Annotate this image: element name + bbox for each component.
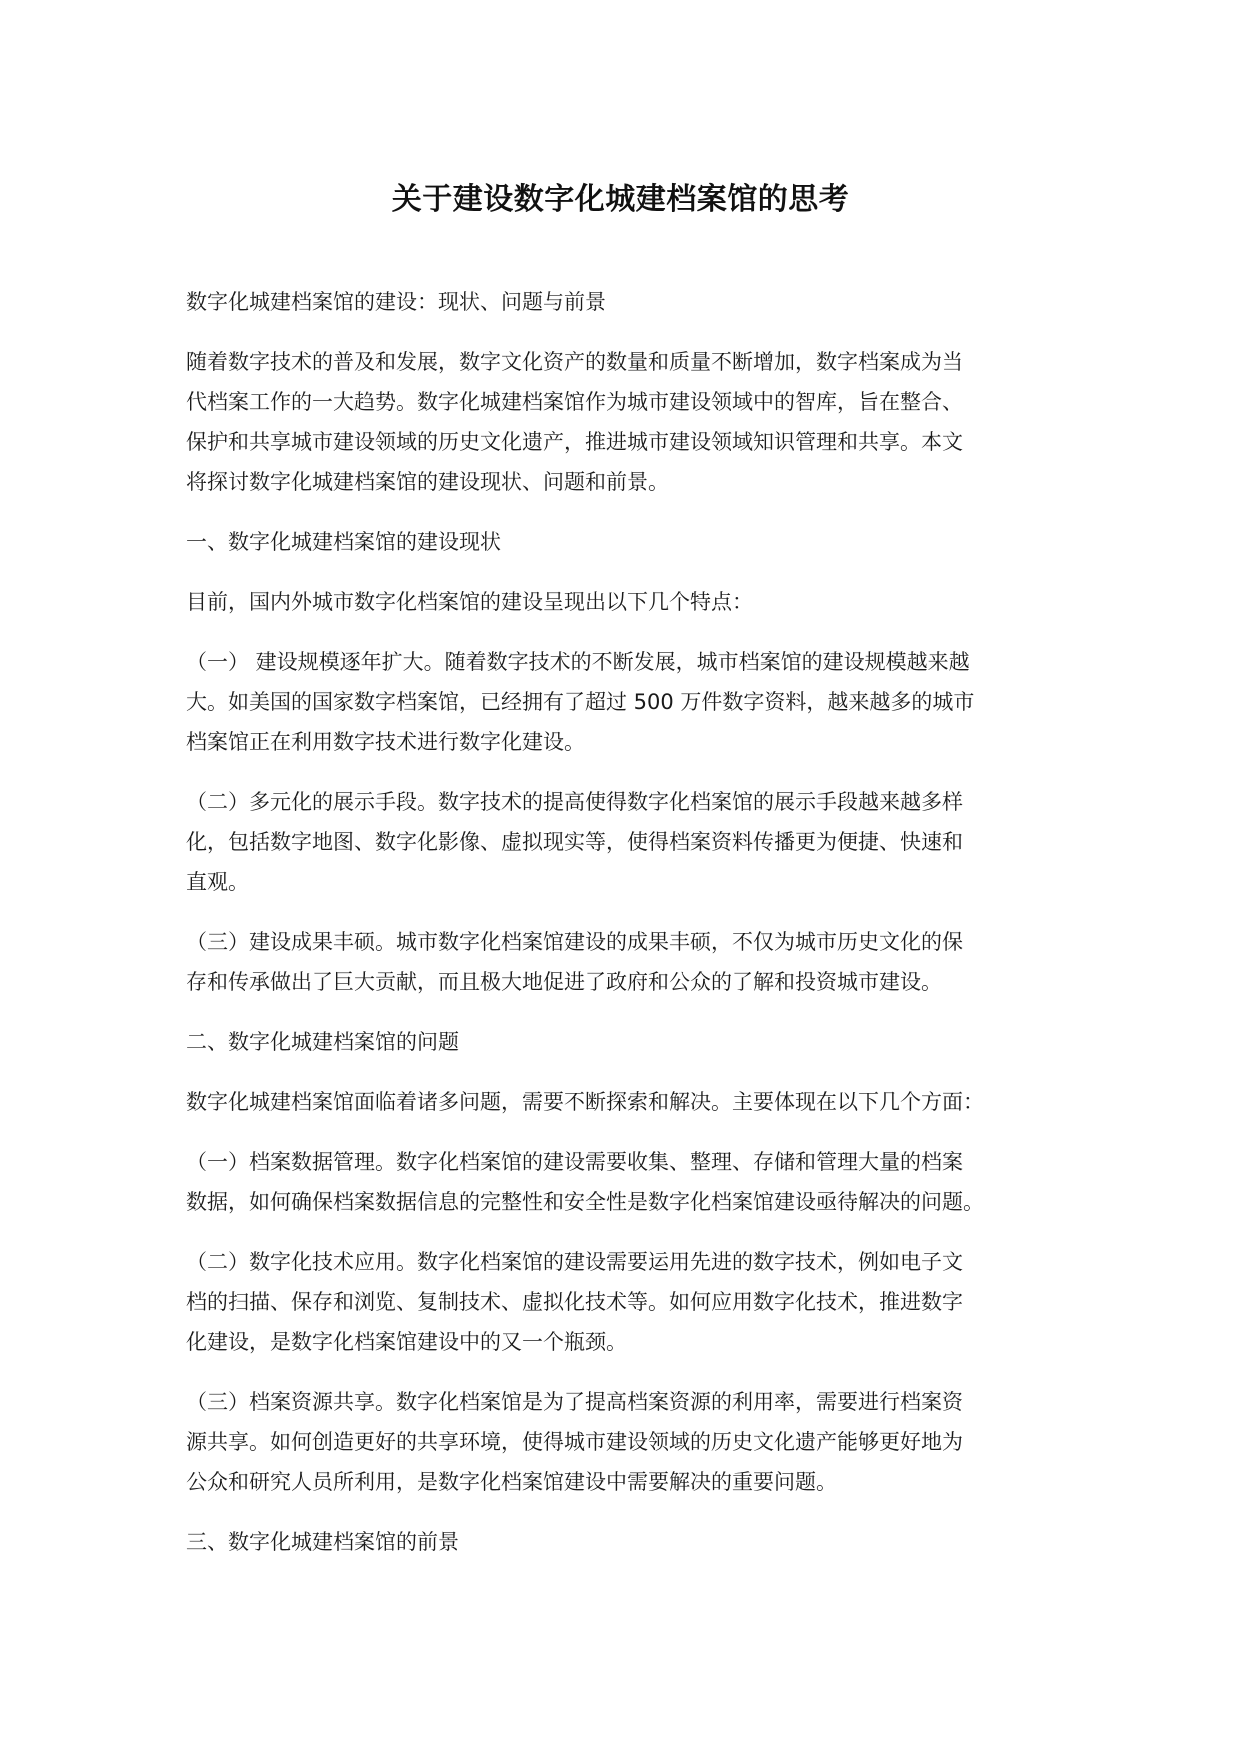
- paragraph: [186, 782, 1066, 902]
- section-heading-2: [186, 1022, 1066, 1062]
- paragraph: [186, 1082, 1066, 1122]
- text-line: （一）档案数据管理。数字化档案馆的建设需要收集、整理、存储和管理大量的档案: [186, 1150, 963, 1174]
- paragraph: [186, 642, 1066, 762]
- text-line: 化建设，是数字化档案馆建设中的又一个瓶颈。: [186, 1330, 627, 1354]
- text-line: （二）数字化技术应用。数字化档案馆的建设需要运用先进的数字技术，例如电子文: [186, 1250, 963, 1274]
- text-line: 代档案工作的一大趋势。数字化城建档案馆作为城市建设领域中的智库，旨在整合、: [186, 390, 963, 414]
- document-title: 关于建设数字化城建档案馆的思考: [391, 182, 850, 217]
- text-line: 三、数字化城建档案馆的前景: [186, 1530, 459, 1554]
- text-line: （一） 建设规模逐年扩大。随着数字技术的不断发展，城市档案馆的建设规模越来越: [186, 650, 970, 674]
- section-heading-3: [186, 1522, 1066, 1562]
- text-line: 随着数字技术的普及和发展，数字文化资产的数量和质量不断增加，数字档案成为当: [186, 350, 963, 374]
- text-line: （三）档案资源共享。数字化档案馆是为了提高档案资源的利用率，需要进行档案资: [186, 1390, 963, 1414]
- document-body: [186, 282, 1066, 1582]
- text-line: 数据，如何确保档案数据信息的完整性和安全性是数字化档案馆建设亟待解决的问题。: [186, 1190, 984, 1214]
- paragraph: [186, 1382, 1066, 1502]
- section-heading-1: [186, 522, 1066, 562]
- paragraph: [186, 922, 1066, 1002]
- paragraph: [186, 582, 1066, 622]
- text-line: 化，包括数字地图、数字化影像、虚拟现实等，使得档案资料传播更为便捷、快速和: [186, 830, 963, 854]
- text-line: （二）多元化的展示手段。数字技术的提高使得数字化档案馆的展示手段越来越多样: [186, 790, 963, 814]
- text-line: 二、数字化城建档案馆的问题: [186, 1030, 459, 1054]
- text-line: 保护和共享城市建设领域的历史文化遗产，推进城市建设领域知识管理和共享。本文: [186, 430, 963, 454]
- text-line: 目前，国内外城市数字化档案馆的建设呈现出以下几个特点：: [186, 590, 753, 614]
- text-line: 档案馆正在利用数字技术进行数字化建设。: [186, 730, 585, 754]
- text-line: 一、数字化城建档案馆的建设现状: [186, 530, 501, 554]
- text-line: （三）建设成果丰硕。城市数字化档案馆建设的成果丰硕，不仅为城市历史文化的保: [186, 930, 963, 954]
- text-line: 数字化城建档案馆面临着诸多问题，需要不断探索和解决。主要体现在以下几个方面：: [186, 1090, 984, 1114]
- text-line: 数字化城建档案馆的建设：现状、问题与前景: [186, 290, 606, 314]
- text-line: 源共享。如何创造更好的共享环境，使得城市建设领域的历史文化遗产能够更好地为: [186, 1430, 963, 1454]
- text-line: 公众和研究人员所利用，是数字化档案馆建设中需要解决的重要问题。: [186, 1470, 837, 1494]
- text-line: 档的扫描、保存和浏览、复制技术、虚拟化技术等。如何应用数字化技术，推进数字: [186, 1290, 963, 1314]
- text-line: 直观。: [186, 870, 249, 894]
- paragraph: [186, 1242, 1066, 1362]
- paragraph-intro: [186, 342, 1066, 502]
- paragraph: [186, 1142, 1066, 1222]
- text-line: 将探讨数字化城建档案馆的建设现状、问题和前景。: [186, 470, 669, 494]
- text-line: 大。如美国的国家数字档案馆，已经拥有了超过 500 万件数字资料，越来越多的城市: [186, 690, 975, 714]
- text-line: 存和传承做出了巨大贡献，而且极大地促进了政府和公众的了解和投资城市建设。: [186, 970, 942, 994]
- paragraph-subtitle: [186, 282, 1066, 322]
